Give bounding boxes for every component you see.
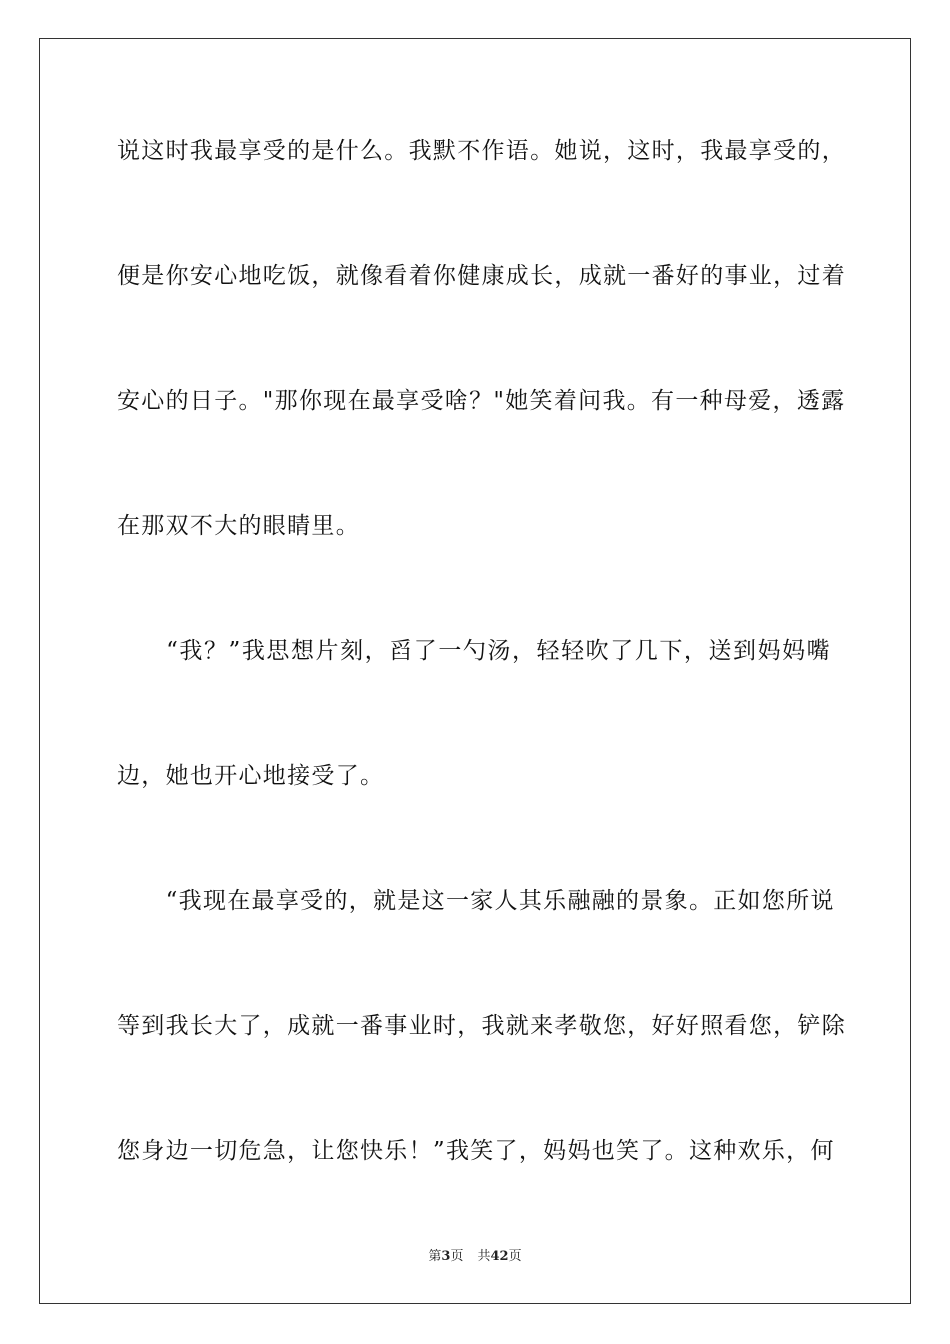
body-text-line: 边，她也开心地接受了。 bbox=[117, 763, 385, 789]
body-text-line: “我现在最享受的，就是这一家人其乐融融的景象。正如您所说 bbox=[117, 888, 835, 914]
body-text-line: 您身边一切危急，让您快乐！”我笑了，妈妈也笑了。这种欢乐，何 bbox=[117, 1138, 835, 1164]
body-text-line: 等到我长大了，成就一番事业时，我就来孝敬您，好好照看您，铲除 bbox=[117, 1013, 846, 1039]
body-text-line: 说这时我最享受的是什么。我默不作语。她说，这时，我最享受的， bbox=[117, 138, 846, 164]
body-text-line: 便是你安心地吃饭，就像看着你健康成长，成就一番好的事业，过着 bbox=[117, 263, 846, 289]
page-footer bbox=[0, 1248, 950, 1266]
body-text-line: 在那双不大的眼睛里。 bbox=[117, 513, 360, 539]
page-border bbox=[39, 38, 911, 1304]
page-number: 3 bbox=[441, 1249, 451, 1264]
body-text-line: “我？”我思想片刻，舀了一勺汤，轻轻吹了几下，送到妈妈嘴 bbox=[117, 638, 831, 664]
total-prefix: 共 bbox=[477, 1249, 491, 1264]
total-suffix: 页 bbox=[508, 1249, 522, 1264]
page-suffix: 页 bbox=[450, 1249, 464, 1264]
total-pages: 42 bbox=[490, 1249, 509, 1264]
body-text-line: 安心的日子。"那你现在最享受啥？"她笑着问我。有一种母爱，透露 bbox=[117, 388, 846, 414]
page-prefix: 第 bbox=[428, 1249, 442, 1264]
